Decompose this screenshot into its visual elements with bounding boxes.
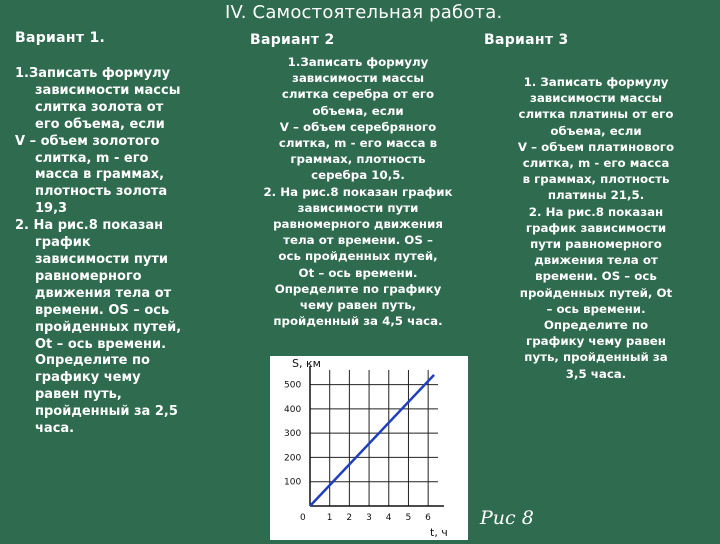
v1-line: 2. На рис.8 показан	[15, 218, 164, 234]
x-tick-label: 6	[425, 513, 431, 523]
v2-line: слитка, m - его масса в	[278, 136, 438, 151]
v1-line: 1.Записать формулу	[15, 66, 171, 81]
v3-line: график зависимости	[525, 220, 667, 235]
v2-line: Ot – ось времени.	[298, 265, 418, 280]
v2-line: 2. На рис.8 показан график	[263, 184, 453, 199]
v1-line: масса в граммах,	[35, 167, 165, 183]
v1-line: V – объем золотого	[15, 133, 160, 149]
v3-line: 1. Записать формулу	[523, 75, 669, 89]
v3-line: платины 21,5.	[547, 188, 645, 203]
variant2-text	[236, 54, 480, 329]
v1-line: часа.	[35, 421, 75, 437]
v3-line: путь, пройденный за	[524, 350, 668, 365]
v2-line: ось пройденных путей,	[278, 249, 438, 264]
v3-line: слитка, m - его масса	[522, 156, 670, 171]
v3-line: пройденных путей, Ot	[519, 285, 673, 300]
x-tick-label: 1	[326, 513, 333, 523]
v3-line: 3,5 часа.	[565, 366, 627, 381]
v1-line: слитка, m - его	[35, 150, 149, 166]
x-tick-label: 5	[405, 513, 412, 523]
x-tick-label: 4	[385, 513, 392, 523]
v1-line: слитка золота от	[35, 99, 164, 115]
v1-line: его объема, если	[35, 116, 165, 132]
v1-line: зависимости массы	[35, 82, 181, 98]
v1-line: времени. OS – ось	[35, 302, 170, 318]
v3-line: времени. OS – ось	[535, 269, 657, 284]
v1-line: графику чему	[35, 370, 141, 386]
y-tick-label: 500	[284, 380, 302, 391]
variant1-heading: Вариант 1.	[15, 30, 106, 46]
series-line	[310, 375, 434, 506]
v2-line: пройденный за 4,5 часа.	[273, 314, 443, 329]
v1-line: график	[35, 235, 91, 251]
y-tick-label: 300	[284, 429, 302, 440]
v1-line: Ot – ось времени.	[35, 336, 167, 352]
y-axis-label: S, км	[292, 357, 321, 370]
y-tick-label: 400	[284, 404, 302, 415]
v3-line: зависимости массы	[529, 91, 662, 106]
v1-line: пройденных путей,	[35, 319, 182, 335]
v3-line: пути равномерного	[530, 237, 662, 252]
v2-line: зависимости пути	[297, 200, 419, 215]
v2-line: граммах, плотность	[290, 152, 426, 167]
v2-line: V – объем серебряного	[279, 119, 437, 134]
v3-line: движения тела от	[534, 253, 658, 268]
v1-line: Определите по	[35, 353, 150, 369]
v3-line: Определите по	[543, 318, 649, 333]
v2-line: зависимости массы	[291, 71, 424, 86]
v3-line: V – объем платинового	[517, 139, 675, 154]
v1-line: равен путь,	[35, 387, 122, 403]
variant3-text	[482, 74, 710, 382]
chart-container	[270, 356, 468, 540]
v3-line: объема, если	[550, 123, 642, 138]
figure-caption: Рис 8	[480, 507, 534, 529]
v2-line: слитка серебра от его	[281, 87, 435, 102]
v3-line: слитка платины от его	[518, 107, 674, 122]
v2-line: 1.Записать формулу	[287, 55, 429, 69]
v2-line: Определите по графику	[274, 281, 442, 296]
v1-line: зависимости пути	[35, 251, 169, 267]
y-tick-label: 200	[284, 453, 302, 464]
distance-time-chart	[270, 356, 468, 540]
v3-line: в граммах, плотность	[522, 172, 670, 187]
y-tick-label: 100	[284, 477, 302, 488]
variant1-text	[15, 66, 230, 438]
v1-line: пройденный за 2,5	[35, 404, 178, 420]
variant3-heading: Вариант 3	[484, 32, 569, 48]
x-tick-label: 0	[300, 513, 306, 523]
v2-line: объема, если	[312, 103, 404, 118]
x-tick-label: 2	[346, 513, 353, 523]
v1-line: движения тела от	[35, 285, 172, 301]
v2-line: серебра 10,5.	[311, 168, 405, 183]
x-tick-label: 3	[366, 513, 372, 523]
x-axis-label: t, ч	[430, 526, 448, 539]
v3-line: – ось времени.	[546, 301, 646, 316]
variant2-heading: Вариант 2	[250, 32, 335, 48]
v2-line: равномерного движения	[273, 217, 443, 232]
v2-line: тела от времени. OS –	[283, 233, 433, 248]
v1-line: плотность золота	[35, 184, 168, 200]
v3-line: графику чему равен	[526, 334, 666, 349]
v1-line: 19,3	[35, 201, 68, 217]
page-title: IV. Самостоятельная работа.	[225, 2, 503, 23]
v3-line: 2. На рис.8 показан	[528, 204, 664, 219]
v1-line: равномерного	[35, 268, 142, 284]
v2-line: чему равен путь,	[299, 298, 417, 313]
